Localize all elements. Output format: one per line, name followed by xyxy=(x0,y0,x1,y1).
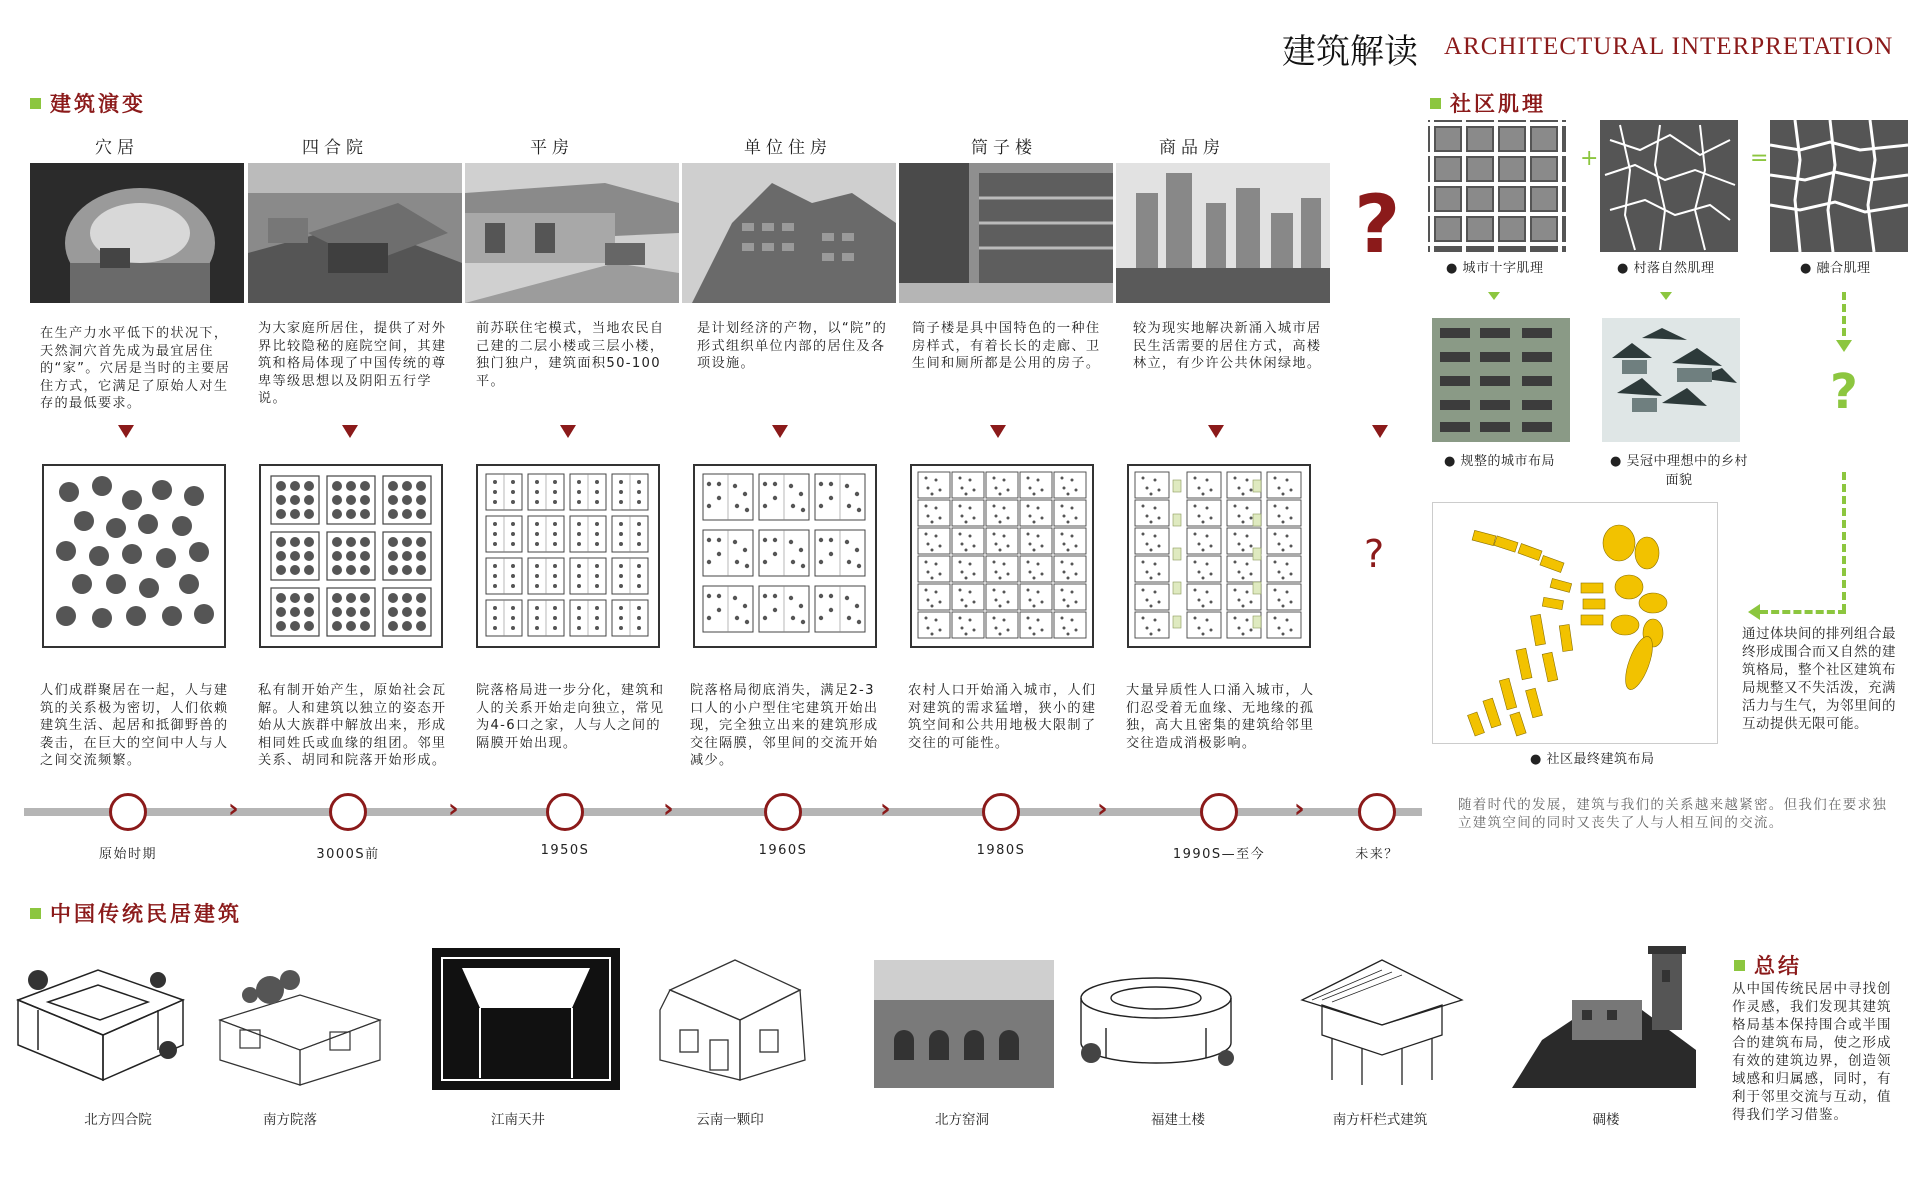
future-question-mark-small: ? xyxy=(1364,532,1385,576)
era-desc2-unit-housing: 院落格局彻底消失，满足2-3口人的小户型住宅建筑开始出现，完全独立出来的建筑形成交往隔膜，邻里间的交流开始减少。 xyxy=(690,683,879,768)
caption-village-natural: ● 村落自然肌理 xyxy=(1617,261,1715,276)
caption-jiangnan-patio: 江南天井 xyxy=(491,1112,545,1128)
era-label-cave: 穴居 xyxy=(95,138,139,158)
caption-fujian-tulou: 福建土楼 xyxy=(1151,1112,1205,1128)
photo-unit-housing xyxy=(682,163,896,303)
chevron-right-icon: › xyxy=(1294,794,1305,824)
down-arrow-icon xyxy=(772,425,788,438)
era-desc-tube-building: 筒子楼是具中国特色的一种住房样式，有着长长的走廊、卫生间和厕所都是公用的房子。 xyxy=(912,321,1101,371)
era-label-unit-housing: 单位住房 xyxy=(744,138,832,158)
sketch-south-stilt-house xyxy=(1292,950,1472,1090)
dashed-arrow-line xyxy=(1760,610,1846,614)
section-marker-icon xyxy=(1430,98,1441,109)
timeline-label-1980s: 1980S xyxy=(976,843,1026,858)
down-arrow-icon xyxy=(1488,292,1500,300)
section-marker-icon xyxy=(1734,960,1745,971)
section-marker-icon xyxy=(30,908,41,919)
photo-village-painting xyxy=(1602,318,1740,442)
photo-bungalow xyxy=(465,163,679,303)
chevron-right-icon: › xyxy=(228,794,239,824)
texture-fused xyxy=(1770,120,1908,252)
photo-tube-building xyxy=(899,163,1113,303)
diagram-cave-scatter xyxy=(42,464,226,648)
timeline-node-1960s xyxy=(764,793,802,831)
down-arrow-icon xyxy=(1372,425,1388,438)
down-arrow-icon xyxy=(560,425,576,438)
photo-commercial xyxy=(1116,163,1330,303)
diagram-tube-building-grid xyxy=(910,464,1094,648)
diagram-bungalow-grid xyxy=(476,464,660,648)
plus-icon: + xyxy=(1580,146,1599,171)
section-evolution-heading: 建筑演变 xyxy=(30,88,146,118)
chevron-right-icon: › xyxy=(880,794,891,824)
diagram-unit-housing-grid xyxy=(693,464,877,648)
caption-north-siheyuan: 北方四合院 xyxy=(84,1112,152,1128)
down-arrow-icon xyxy=(1208,425,1224,438)
era-desc-unit-housing: 是计划经济的产物，以“院”的形式组织单位内部的居住及各项设施。 xyxy=(697,321,888,371)
community-question-mark: ? xyxy=(1830,364,1858,420)
left-arrow-icon xyxy=(1748,604,1760,620)
down-arrow-icon xyxy=(118,425,134,438)
caption-fused: ● 融合肌理 xyxy=(1800,261,1871,276)
caption-yunnan-yikeyin: 云南一颗印 xyxy=(696,1112,764,1128)
chevron-right-icon: › xyxy=(663,794,674,824)
caption-south-courtyard: 南方院落 xyxy=(263,1112,317,1128)
dashed-arrow-line xyxy=(1842,472,1846,612)
caption-final-layout: ● 社区最终建筑布局 xyxy=(1530,752,1655,767)
timeline-node-future xyxy=(1358,793,1396,831)
future-question-mark: ? xyxy=(1354,178,1401,271)
era-desc2-siheyuan: 私有制开始产生，原始社会瓦解。人和建筑以独立的姿态开始从大族群中解放出来，形成相同姓氏或血缘的组团。邻里关系、胡同和院落开始形成。 xyxy=(258,683,447,768)
era-desc2-bungalow: 院落格局进一步分化，建筑和人的关系开始走向独立，常见为4-6口之家，人与人之间的隔膜开始出现。 xyxy=(476,683,665,751)
photo-jiangnan-patio xyxy=(432,948,620,1090)
photo-north-cave-dwelling xyxy=(874,960,1054,1088)
timeline-label-1950s: 1950S xyxy=(540,843,590,858)
section-marker-icon xyxy=(30,98,41,109)
down-arrow-icon xyxy=(1660,292,1672,300)
photo-urban-layout xyxy=(1432,318,1570,442)
photo-diaolou xyxy=(1512,940,1696,1088)
texture-urban-grid xyxy=(1428,120,1566,252)
era-desc-bungalow: 前苏联住宅模式，当地农民自己建的二层小楼或三层小楼，独门独户，建筑面积50-100平。 xyxy=(476,321,665,389)
timeline-label-3000s: 3000S前 xyxy=(316,847,380,862)
section-community-heading: 社区肌理 xyxy=(1430,88,1546,118)
page-title-cn: 建筑解读 xyxy=(1282,32,1418,72)
era-desc-cave: 在生产力水平低下的状况下，天然洞穴首先成为最宜居住的“家”。穴居是当时的主要居住方式，它满足了原始人对生存的最低要求。 xyxy=(40,326,231,411)
era-desc2-tube-building: 农村人口开始涌入城市，人们对建筑的需求猛增，狭小的建筑空间和公共用地极大限制了交往的可能性。 xyxy=(908,683,1097,751)
era-desc-siheyuan: 为大家庭所居住，提供了对外界比较隐秘的庭院空间，其建筑和格局体现了中国传统的尊卑等级思想以及阴阳五行学说。 xyxy=(258,321,447,406)
down-arrow-icon xyxy=(1836,340,1852,352)
final-layout-plan xyxy=(1432,502,1718,744)
texture-village-natural xyxy=(1600,120,1738,252)
photo-siheyuan xyxy=(248,163,462,303)
timeline-label-primitive: 原始时期 xyxy=(98,847,157,862)
era-label-tube-building: 筒子楼 xyxy=(971,138,1037,158)
summary-text: 从中国传统民居中寻找创作灵感，我们发现其建筑格局基本保持围合或半围合的建筑布局，使之形成有效的建筑边界，创造领域感和归属感，同时，有利于邻里交流与互动，值得我们学习借鉴。 xyxy=(1732,981,1892,1123)
caption-south-stilt-house: 南方杆栏式建筑 xyxy=(1332,1112,1428,1128)
sketch-north-siheyuan xyxy=(8,950,188,1090)
chevron-right-icon: › xyxy=(1097,794,1108,824)
diagram-commercial-grid xyxy=(1127,464,1311,648)
timeline-note: 随着时代的发展，建筑与我们的关系越来越紧密。但我们在要求独立建筑空间的同时又丧失了人与人相互间的交流。 xyxy=(1458,797,1888,831)
timeline-node-1990s xyxy=(1200,793,1238,831)
photo-cave xyxy=(30,163,244,303)
timeline-node-1980s xyxy=(982,793,1020,831)
equals-icon: = xyxy=(1750,146,1769,171)
timeline-node-3000s xyxy=(329,793,367,831)
sketch-yunnan-yikeyin xyxy=(640,950,820,1090)
down-arrow-icon xyxy=(990,425,1006,438)
caption-village-painting: ● 吴冠中理想中的乡村面貌 xyxy=(1610,454,1748,488)
section-traditional-heading: 中国传统民居建筑 xyxy=(30,898,242,928)
timeline-label-future: 未来？ xyxy=(1355,847,1399,862)
era-desc2-cave: 人们成群聚居在一起，人与建筑的关系极为密切，人们依赖建筑生活、起居和抵御野兽的袭击，在巨大的空间中人与人之间交流频繁。 xyxy=(40,683,229,768)
community-desc: 通过体块间的排列组合最终形成围合而又自然的建筑格局，整个社区建筑布局规整又不失活泼，充满活力与生气，为邻里间的互动提供无限可能。 xyxy=(1742,626,1896,732)
era-label-commercial: 商品房 xyxy=(1159,138,1225,158)
era-desc2-commercial: 大量异质性人口涌入城市，人们忍受着无血缘、无地缘的孤独，高大且密集的建筑给邻里交往造成消极影响。 xyxy=(1126,683,1315,751)
era-label-bungalow: 平房 xyxy=(530,138,574,158)
chevron-right-icon: › xyxy=(448,794,459,824)
sketch-fujian-tulou xyxy=(1066,958,1246,1098)
caption-diaolou: 碉楼 xyxy=(1592,1112,1620,1128)
timeline-label-1960s: 1960S xyxy=(758,843,808,858)
era-desc-commercial: 较为现实地解决新涌入城市居民生活需要的居住方式，高楼林立，有少许公共休闲绿地。 xyxy=(1133,321,1322,371)
section-summary-heading: 总结 xyxy=(1734,950,1802,980)
timeline-node-primitive xyxy=(109,793,147,831)
caption-urban-layout: ● 规整的城市布局 xyxy=(1444,454,1555,469)
timeline-label-1990s: 1990S—至今 xyxy=(1172,847,1266,862)
caption-urban-grid: ● 城市十字肌理 xyxy=(1446,261,1544,276)
down-arrow-icon xyxy=(342,425,358,438)
timeline-node-1950s xyxy=(546,793,584,831)
page-title-en: ARCHITECTURAL INTERPRETATION xyxy=(1444,33,1894,60)
era-label-siheyuan: 四合院 xyxy=(302,138,368,158)
caption-north-cave-dwelling: 北方窑洞 xyxy=(935,1112,989,1128)
sketch-south-courtyard xyxy=(210,960,390,1100)
diagram-siheyuan-grid xyxy=(259,464,443,648)
